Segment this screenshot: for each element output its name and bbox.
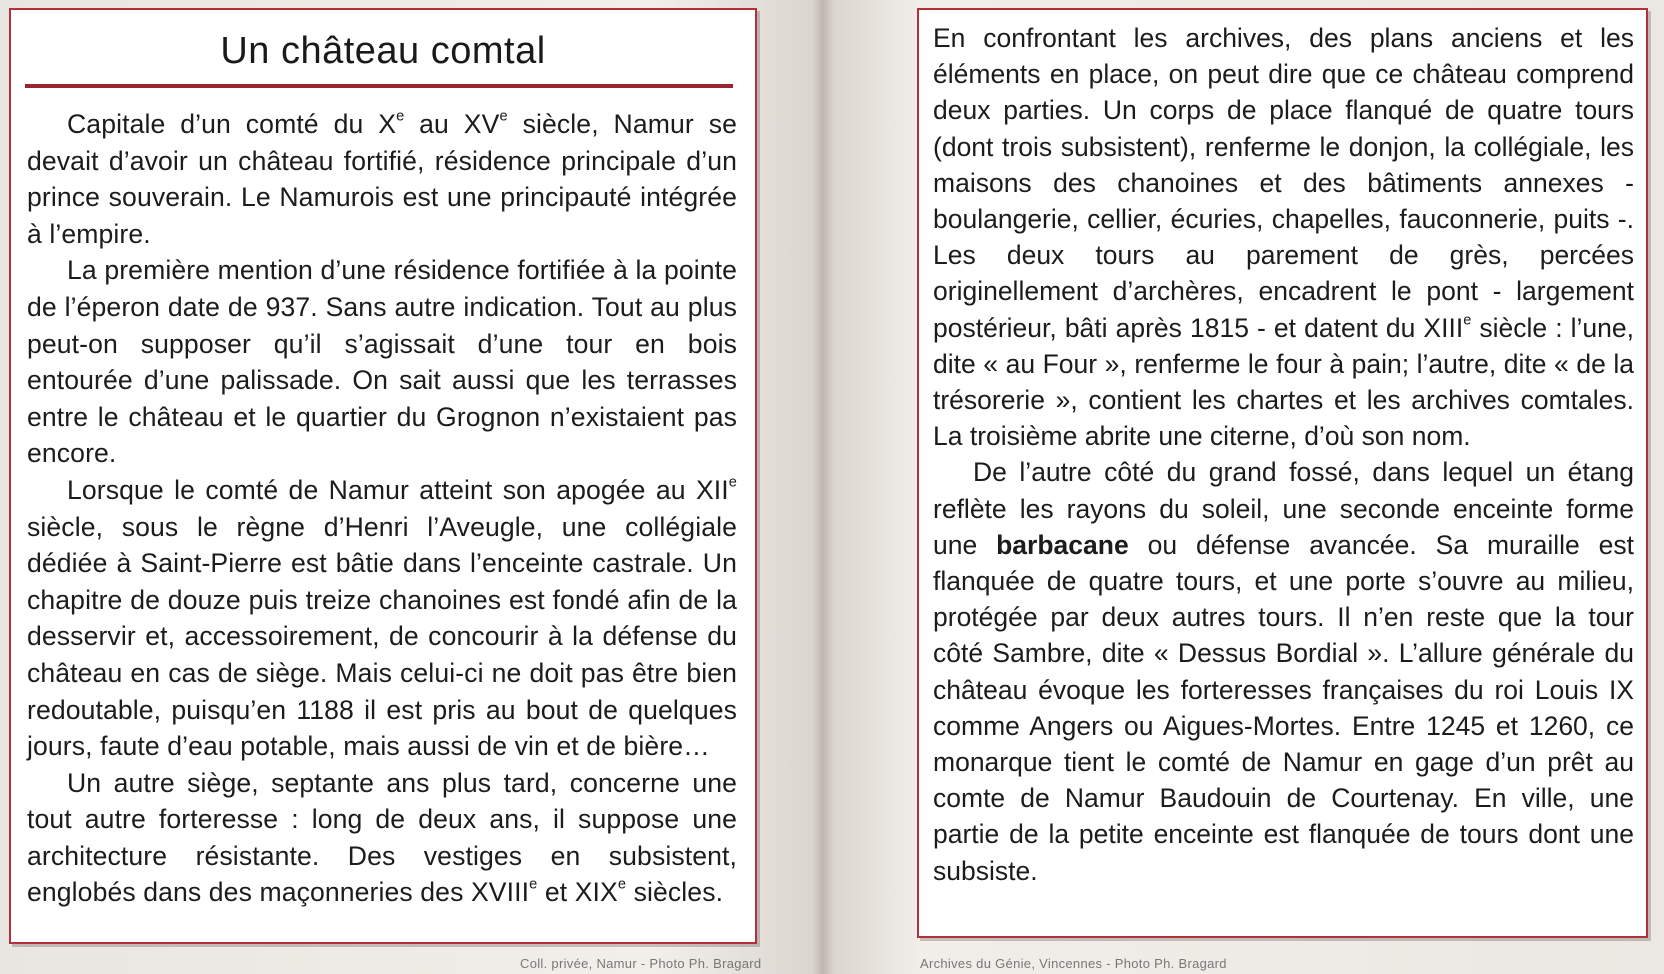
book-gutter xyxy=(812,0,834,974)
page-title: Un château comtal xyxy=(220,30,546,72)
paragraph-4: Un autre siège, septante ans plus tard, concerne une tout autre forteresse : long de deux ans, il suppose une architecture résistante. Des vestiges en subsistent, englobés dans des maçonneries des XVIIIe et XIXe siècles. xyxy=(27,767,737,908)
photo-caption-right: Archives du Génie, Vincennes - Photo Ph. Bragard xyxy=(920,956,1227,971)
barbacane-term: barbacane xyxy=(996,529,1129,560)
paragraph-1: Capitale d’un comté du Xe au XVe siècle, Namur se devait d’avoir un château fortifié, résidence principale d’un prince souverain. Le Namurois est une principauté intégrée à l’empire. xyxy=(27,108,737,249)
paragraph-6: De l’autre côté du grand fossé, dans lequel un étang reflète les rayons du soleil, une seconde enceinte forme une barbacane ou défense avancée. Sa muraille est flanquée de quatre tours, et une porte s’ouvre au milieu, protégée par deux autres tours. Il n’en reste que la tour côté Sambre, dite « Dessus Bordial ». L’allure générale du château évoque les forteresses françaises du roi Louis IX comme Angers ou Aigues-Mortes. Entre 1245 et 1260, ce monarque tient le comté de Namur en gage d’un prêt au comte de Namur Baudouin de Courtenay. En ville, une partie de la petite enceinte est flanquée de tours dont une subsiste. xyxy=(933,457,1635,886)
right-body-text xyxy=(933,20,1634,889)
paragraph-2: La première mention d’une résidence fortifiée à la pointe de l’éperon date de 937. Sans autre indication. Tout au plus peut-on supposer qu’il s’agissait d’une tour en bois entourée d’une palissade. On sait aussi que les terrasses entre le château et le quartier du Grognon n’existaient pas encore. xyxy=(27,255,737,469)
left-text-box xyxy=(9,8,757,944)
paragraph-5: En confrontant les archives, des plans anciens et les éléments en place, on peut dire que ce château comprend deux parties. Un corps de place flanqué de quatre tours (dont trois subsistent), renferme le donjon, la collégiale, les maisons des chanoines et des bâtiments annexes - boulangerie, cellier, écuries, chapelles, fauconnerie, puits -. Les deux tours au parement de grès, percées originellement d’archères, encadrent le pont - largement postérieur, bâti après 1815 - et datent du XIIIe siècle : l’une, dite « au Four », renferme le four à pain; l’autre, dite « de la trésorerie », contient les chartes et les archives comtales. La troisième abrite une citerne, d’où son nom. xyxy=(933,23,1634,452)
title-underline xyxy=(25,84,733,88)
paragraph-3: Lorsque le comté de Namur atteint son apogée au XIIe siècle, sous le règne d’Henri l’Aveugle, une collégiale dédiée à Saint-Pierre est bâtie dans l’enceinte castrale. Un chapitre de douze puis treize chanoines est fondé afin de la desservir et, accessoirement, de concourir à la défense du château en cas de siège. Mais celui-ci ne doit pas être bien redoutable, puisqu’en 1188 il est pris au bout de quelques jours, faute d’eau potable, mais aussi de vin et de bière… xyxy=(27,474,737,762)
left-body-text xyxy=(27,106,737,911)
right-text-box xyxy=(917,8,1648,938)
photo-caption-left: Coll. privée, Namur - Photo Ph. Bragard xyxy=(520,956,762,971)
